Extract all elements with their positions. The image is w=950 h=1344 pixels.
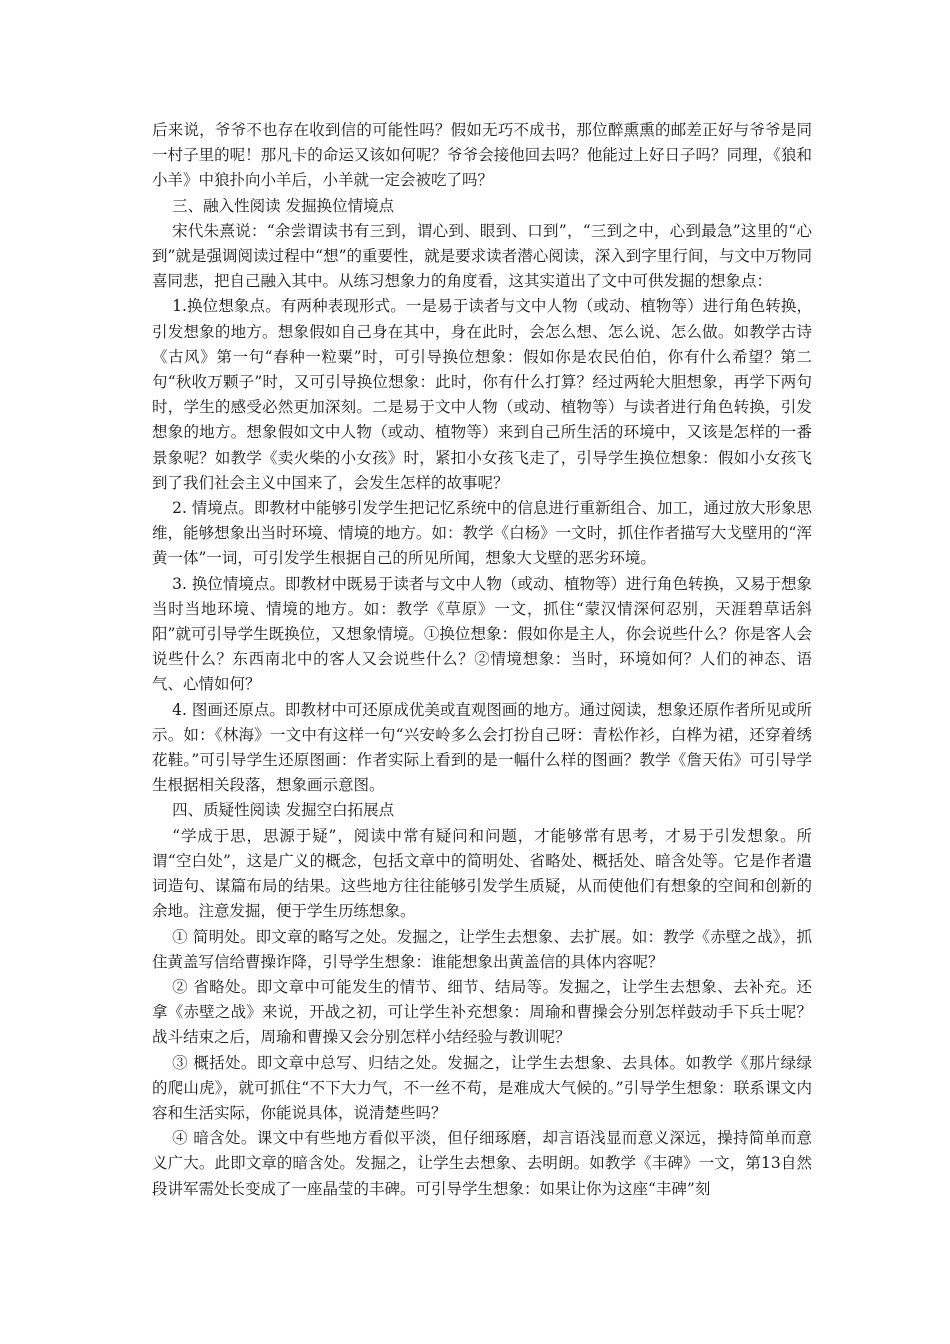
document-body <box>152 118 812 1202</box>
section-heading-4: 四、质疑性阅读 发掘空白拓展点 <box>172 801 395 820</box>
paragraph-zhuxi-quote: 宋代朱熹说：“余尝谓读书有三到，谓心到、眼到、口到”，“三到之中，心到最急”这里的“心到”就是强调阅读过程中“想”的重要性，就是要求读者潜心阅读，深入到字里行间，与文中万物同喜同悲，把自己融入其中。从练习想象力的角度看，这其实道出了文中可供发掘的想象点： <box>152 221 812 291</box>
paragraph-item-3: ③ 概括处。即文章中总写、归结之处。发掘之，让学生去想象、去具体。如教学《那片绿绿的爬山虎》，就可抓住“不下大力气，不一丝不苟，是难成大气候的。”引导学生想象：联系课文内容和生活实际，你能说具体，说清楚些吗？ <box>152 1053 812 1122</box>
section-heading-3: 三、融入性阅读 发掘换位情境点 <box>172 196 395 215</box>
paragraph-point-3: 3. 换位情境点。即教材中既易于读者与文中人物（或动、植物等）进行角色转换，又易于想象当时当地环境、情境的地方。如：教学《草原》一文，抓住“蒙汉情深何忍别，天涯碧草话斜阳”就可引导学生既换位，又想象情境。①换位想象：假如你是主人，你会说些什么？你是客人会说些什么？东西南北中的客人又会说些什么？②情境想象：当时，环境如何？人们的神态、语气、心情如何？ <box>152 574 812 694</box>
paragraph-blank-intro: “学成于思，思源于疑”，阅读中常有疑问和问题，才能够常有思考，才易于引发想象。所谓“空白处”，这是广义的概念，包括文章中的简明处、省略处、概括处、暗含处等。它是作者遣词造句、谋篇布局的结果。这些地方往往能够引发学生质疑，从而使他们有想象的空间和创新的余地。注意发掘，便于学生历练想象。 <box>152 826 812 921</box>
paragraph-item-4: ④ 暗含处。课文中有些地方看似平淡，但仔细琢磨，却言语浅显而意义深远，操持简单而意义广大。此即文章的暗含处。发掘之，让学生去想象、去明朗。如教学《丰碑》一文，第13自然段讲军需处长变成了一座晶莹的丰碑。可引导学生想象：如果让你为这座“丰碑”刻 <box>152 1129 812 1198</box>
paragraph-continuation: 后来说，爷爷不也存在收到信的可能性吗？假如无巧不成书，那位醉熏熏的邮差正好与爷爷是同一村子里的呢！那凡卡的命运又该如何呢？爷爷会接他回去吗？他能过上好日子吗？同理，《狼和小羊》中狼扑向小羊后，小羊就一定会被吃了吗？ <box>152 121 812 190</box>
paragraph-point-2: 2. 情境点。即教材中能够引发学生把记忆系统中的信息进行重新组合、加工，通过放大形象思维，能够想象出当时环境、情境的地方。如：教学《白杨》一文时，抓住作者描写大戈壁用的“浑黄一体”一词，可引发学生根据自己的所见所闻，想象大戈壁的恶劣环境。 <box>152 499 812 568</box>
paragraph-item-2: ② 省略处。即文章中可能发生的情节、细节、结局等。发掘之，让学生去想象、去补充。还拿《赤壁之战》来说，开战之初，可让学生补充想象：周瑜和曹操会分别怎样鼓动手下兵士呢？战斗结束之后，周瑜和曹操又会分别怎样小结经验与教训呢？ <box>152 977 812 1047</box>
paragraph-item-1: ① 简明处。即文章的略写之处。发掘之，让学生去想象、去扩展。如：教学《赤壁之战》，抓住黄盖写信给曹操诈降，引导学生想象：谁能想象出黄盖信的具体内容呢？ <box>152 927 812 971</box>
paragraph-point-4: 4. 图画还原点。即教材中可还原成优美或直观图画的地方。通过阅读，想象还原作者所见或所示。如：《林海》一文中有这样一句“兴安岭多么会打扮自己呀：青松作衫，白桦为裙，还穿着绣花鞋。”可引导学生还原图画：作者实际上看到的是一幅什么样的图画？教学《詹天佑》可引导学生根据相关段落，想象画示意图。 <box>152 700 812 795</box>
paragraph-point-1: 1.换位想象点。有两种表现形式。一是易于读者与文中人物（或动、植物等）进行角色转换，引发想象的地方。想象假如自己身在其中，身在此时，会怎么想、怎么说、怎么做。如教学古诗《古风》第一句“春种一粒粟”时，可引导换位想象：假如你是农民伯伯，你有什么希望？第二句“秋收万颗子”时，又可引导换位想象：此时，你有什么打算？经过两轮大胆想象，再学下两句时，学生的感受必然更加深刻。二是易于文中人物（或动、植物等）与读者进行角色转换，引发想象的地方。想象假如文中人物（或动、植物等）来到自己所生活的环境中，又该是怎样的一番景象呢？如教学《卖火柴的小女孩》时，紧扣小女孩飞走了，引导学生换位想象：假如小女孩飞到了我们社会主义中国来了，会发生怎样的故事呢？ <box>152 297 812 492</box>
